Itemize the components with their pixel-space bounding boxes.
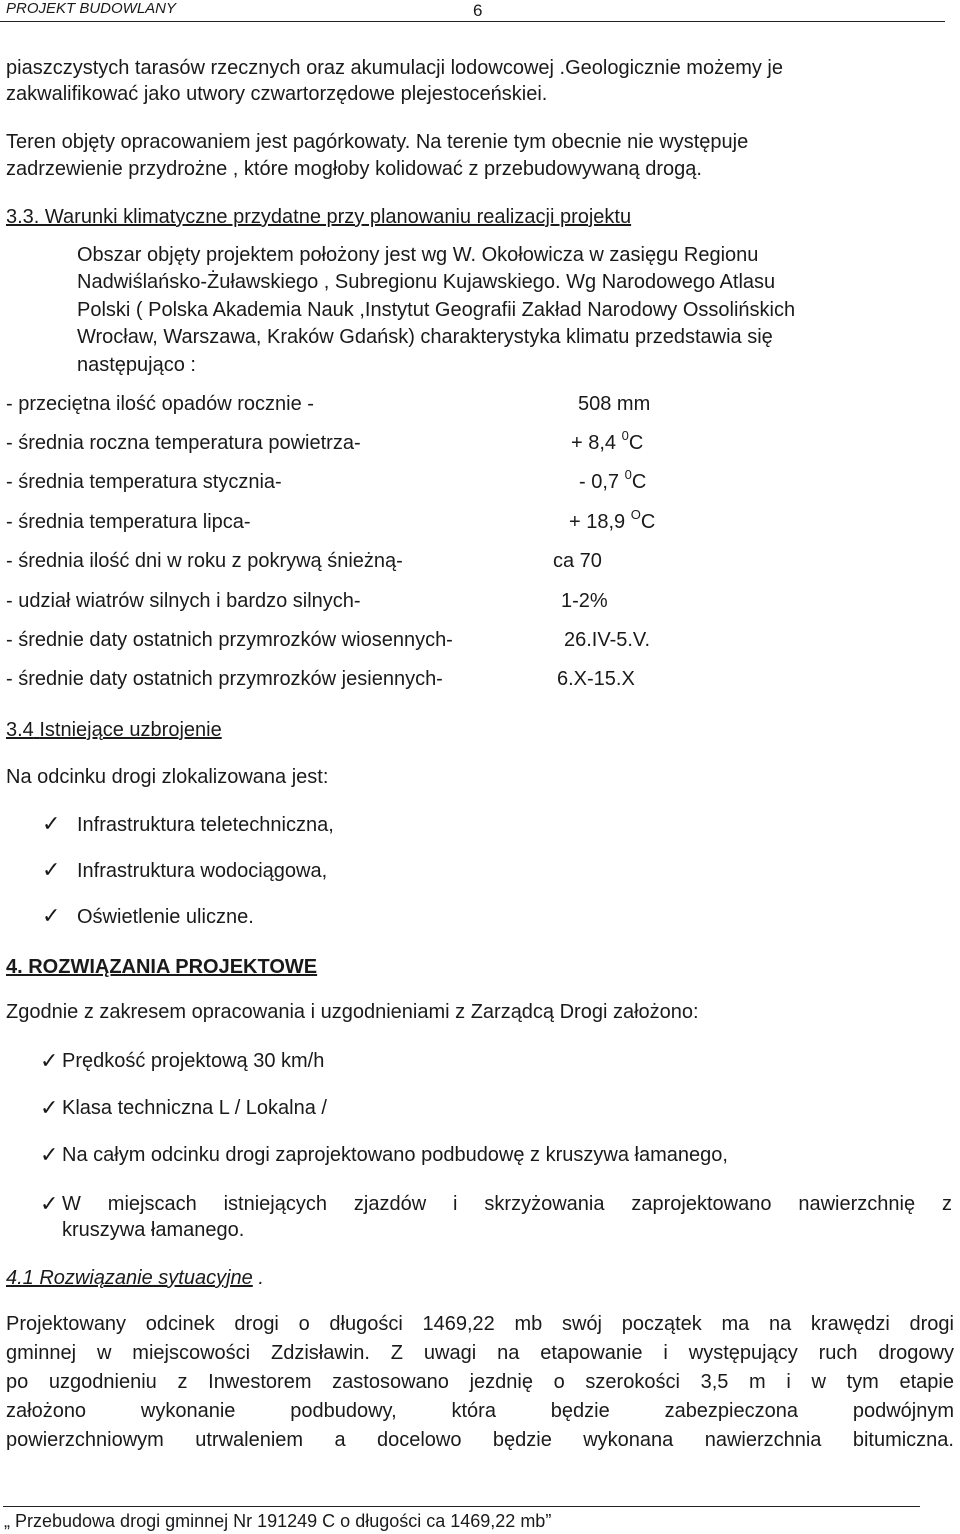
- climate-label: - średnia roczna temperatura powietrza-: [6, 432, 361, 454]
- climate-value: 6.X-15.X: [557, 668, 635, 690]
- checkmark-icon: ✓: [42, 811, 61, 836]
- section-33-heading: 3.3. Warunki klimatyczne przydatne przy planowaniu realizacji projektu: [6, 206, 632, 228]
- section-33-line: Polski ( Polska Akademia Nauk ,Instytut Geografii Zakład Narodowy Ossolińskich: [77, 299, 796, 321]
- climate-label: - średnia temperatura stycznia-: [6, 471, 282, 493]
- section-33-line: Wrocław, Warszawa, Kraków Gdańsk) charakterystyka klimatu przedstawia się: [77, 326, 773, 348]
- utility-item: Infrastruktura wodociągowa,: [77, 860, 328, 882]
- section-41-heading: 4.1 Rozwiązanie sytuacyjne .: [6, 1267, 264, 1289]
- header-project-label: PROJEKT BUDOWLANY: [6, 0, 177, 17]
- climate-value: - 0,7 $^0$C: [579, 467, 647, 493]
- design-item-continued: kruszywa łamanego.: [62, 1219, 245, 1241]
- climate-value: 26.IV-5.V.: [564, 629, 650, 651]
- climate-value: 508 mm: [578, 393, 651, 415]
- checkmark-icon: ✓: [40, 1191, 59, 1216]
- checkmark-icon: ✓: [40, 1048, 59, 1073]
- footer-divider: [3, 1506, 920, 1507]
- footer-text: „ Przebudowa drogi gminnej Nr 191249 C o długości ca 1469,22 mb”: [4, 1511, 552, 1531]
- climate-value: 1-2%: [561, 590, 608, 612]
- climate-label: - przeciętna ilość opadów rocznie -: [6, 393, 314, 415]
- utility-item: Infrastruktura teletechniczna,: [77, 814, 334, 836]
- climate-label: - udział wiatrów silnych i bardzo silnych-: [6, 590, 361, 612]
- intro-p1-line2: zakwalifikować jako utwory czwartorzędowe plejestoceńskiei.: [6, 83, 548, 105]
- design-item: Na całym odcinku drogi zaprojektowano podbudowę z kruszywa łamanego,: [62, 1144, 728, 1166]
- section-4-heading: 4. ROZWIĄZANIA PROJEKTOWE: [6, 956, 318, 978]
- design-item: W miejscach istniejących zjazdów i skrzyżowania zaprojektowano nawierzchnię z: [62, 1193, 952, 1215]
- section-34-intro: Na odcinku drogi zlokalizowana jest:: [6, 766, 329, 788]
- design-item: Prędkość projektową 30 km/h: [62, 1050, 325, 1072]
- checkmark-icon: ✓: [40, 1095, 59, 1120]
- section-41-paragraph: Projektowany odcinek drogi o długości 1469,22 mb swój początek ma na krawędzi drogi gminnej w miejscowości Zdzisławin. Z uwagi na etapowanie i występujący ruch drogowy po uzgodnieniu z Inwestorem zastosowano jezdnię o szerokości 3,5 m i w tym etapie założono wykonanie podbudowy, która będzie zabezpieczona podwójnym powierzchniowym utrwaleniem a docelowo będzie wykonana nawierzchnia bitumiczna.: [6, 1313, 954, 1451]
- checkmark-icon: ✓: [42, 903, 61, 928]
- design-item: Klasa techniczna L / Lokalna /: [62, 1097, 327, 1119]
- climate-label: - średnia temperatura lipca-: [6, 511, 251, 533]
- climate-value: + 8,4 $^0$C: [571, 428, 644, 454]
- section-33-line: Obszar objęty projektem położony jest wg W. Okołowicza w zasięgu Regionu: [77, 244, 759, 266]
- header-divider: [0, 21, 945, 22]
- page-number: 6: [473, 1, 483, 20]
- checkmark-icon: ✓: [40, 1142, 59, 1167]
- climate-label: - średnia ilość dni w roku z pokrywą śnieżną-: [6, 550, 403, 572]
- climate-value: ca 70: [553, 550, 602, 572]
- checkmark-icon: ✓: [42, 857, 61, 882]
- climate-label: - średnie daty ostatnich przymrozków jesiennych-: [6, 668, 443, 690]
- section-34-heading: 3.4 Istniejące uzbrojenie: [6, 719, 222, 741]
- intro-p1-line1: piaszczystych tarasów rzecznych oraz akumulacji lodowcowej .Geologicznie możemy je: [6, 57, 783, 79]
- intro-p2-line2: zadrzewienie przydrożne , które mogłoby kolidować z przebudowywaną drogą.: [6, 158, 702, 180]
- section-33-line: następująco :: [77, 354, 196, 376]
- section-4-intro: Zgodnie z zakresem opracowania i uzgodnieniami z Zarządcą Drogi założono:: [6, 1001, 699, 1023]
- section-33-line: Nadwiślańsko-Żuławskiego , Subregionu Kujawskiego. Wg Narodowego Atlasu: [77, 271, 776, 293]
- climate-value: + 18,9 $^O$C: [569, 507, 656, 533]
- utility-item: Oświetlenie uliczne.: [77, 906, 254, 928]
- climate-label: - średnie daty ostatnich przymrozków wiosennych-: [6, 629, 453, 651]
- intro-p2-line1: Teren objęty opracowaniem jest pagórkowaty. Na terenie tym obecnie nie występuje: [6, 131, 749, 153]
